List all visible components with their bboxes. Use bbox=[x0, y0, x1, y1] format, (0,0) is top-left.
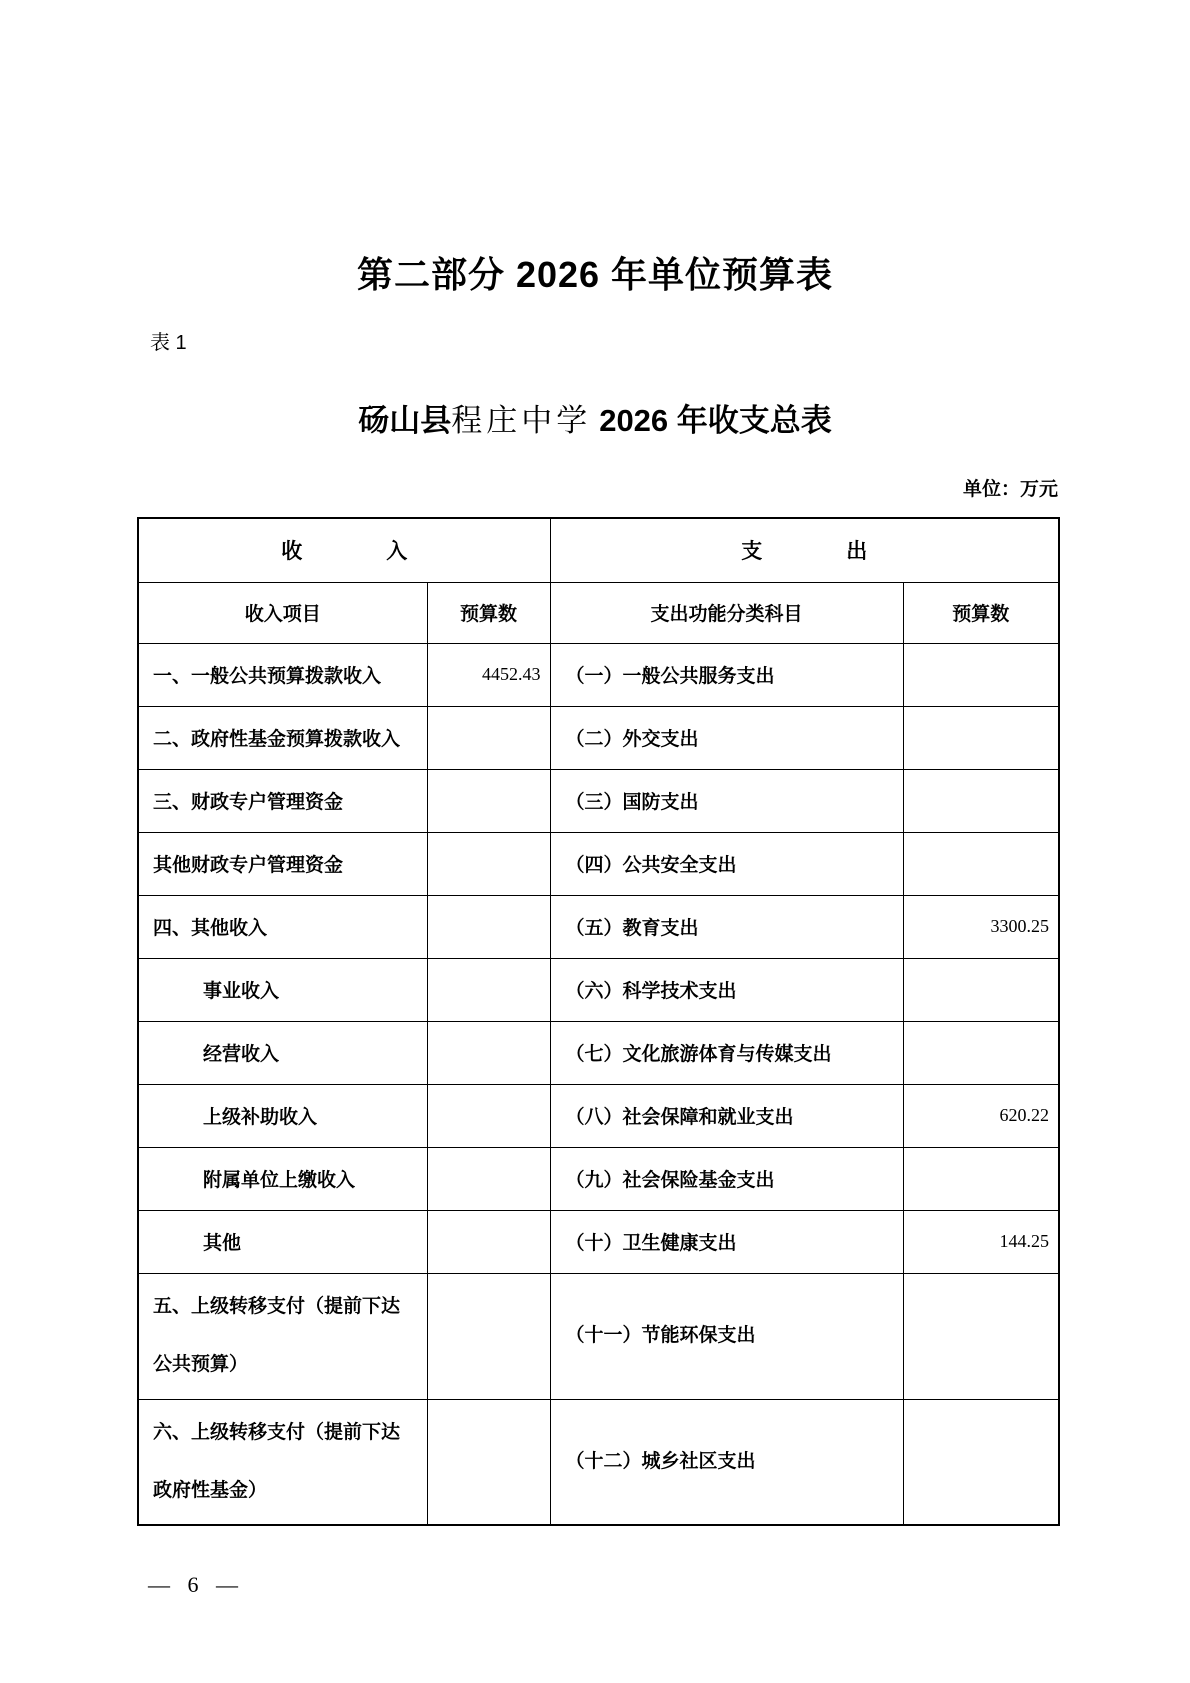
table-row bbox=[138, 895, 1059, 958]
table-row bbox=[138, 1210, 1059, 1273]
table-row bbox=[138, 1084, 1059, 1147]
table-row bbox=[138, 1147, 1059, 1210]
unit-note: 单位：万元 bbox=[962, 479, 1058, 500]
income-budget-cell bbox=[427, 1147, 550, 1210]
expense-budget-cell bbox=[903, 1147, 1059, 1210]
table-row bbox=[138, 769, 1059, 832]
income-budget-cell bbox=[427, 1021, 550, 1084]
table-row bbox=[138, 832, 1059, 895]
income-item-line: 政府性基金） bbox=[153, 1479, 268, 1501]
expense-item-cell: （六）科学技术支出 bbox=[550, 958, 903, 1021]
expense-budget-cell bbox=[903, 1273, 1059, 1399]
expense-budget-cell: 620.22 bbox=[903, 1084, 1059, 1147]
table-label: 表 1 bbox=[150, 332, 187, 354]
expense-budget-cell: 144.25 bbox=[903, 1210, 1059, 1273]
income-item-cell: 二、政府性基金预算拨款收入 bbox=[138, 706, 427, 769]
expense-item-cell: （二）外交支出 bbox=[550, 706, 903, 769]
budget-table bbox=[137, 517, 1060, 1526]
table-row bbox=[138, 706, 1059, 769]
col-header-expense-budget: 预算数 bbox=[903, 582, 1059, 643]
section-title: 第二部分 2026 年单位预算表 bbox=[356, 254, 834, 295]
income-budget-cell bbox=[427, 832, 550, 895]
expense-item-cell: （八）社会保障和就业支出 bbox=[550, 1084, 903, 1147]
income-group-header: 收 入 bbox=[138, 518, 550, 582]
expense-item-cell: （九）社会保险基金支出 bbox=[550, 1147, 903, 1210]
expense-item-cell: （三）国防支出 bbox=[550, 769, 903, 832]
income-item-line: 公共预算） bbox=[153, 1354, 249, 1375]
income-item-cell: 经营收入 bbox=[138, 1021, 427, 1084]
income-item-cell bbox=[138, 1273, 427, 1399]
col-header-expense-item: 支出功能分类科目 bbox=[550, 582, 903, 643]
table-title-county: 砀山县 bbox=[358, 403, 452, 438]
table-row bbox=[138, 958, 1059, 1021]
income-item-line: 五、上级转移支付（提前下达 bbox=[153, 1296, 401, 1317]
group-header-row bbox=[138, 518, 1059, 582]
table-title bbox=[0, 401, 1190, 441]
expense-item-cell: （四）公共安全支出 bbox=[550, 832, 903, 895]
table-title-school: 程庄中学 bbox=[451, 403, 592, 438]
income-item-cell: 其他财政专户管理资金 bbox=[138, 832, 427, 895]
expense-group-header: 支 出 bbox=[550, 518, 1059, 582]
income-budget-cell bbox=[427, 769, 550, 832]
col-header-income-item: 收入项目 bbox=[138, 582, 427, 643]
expense-budget-cell bbox=[903, 769, 1059, 832]
table-row bbox=[138, 1021, 1059, 1084]
expense-item-cell: （五）教育支出 bbox=[550, 895, 903, 958]
income-item-cell: 一、一般公共预算拨款收入 bbox=[138, 643, 427, 706]
income-budget-cell bbox=[427, 1084, 550, 1147]
expense-item-cell: （七）文化旅游体育与传媒支出 bbox=[550, 1021, 903, 1084]
column-header-row bbox=[138, 582, 1059, 643]
income-budget-cell bbox=[427, 958, 550, 1021]
expense-budget-cell bbox=[903, 706, 1059, 769]
table-row bbox=[138, 1273, 1059, 1399]
table-row bbox=[138, 1399, 1059, 1525]
income-item-line: 六、上级转移支付（提前下达 bbox=[153, 1421, 401, 1443]
income-item-cell: 附属单位上缴收入 bbox=[138, 1147, 427, 1210]
col-header-income-budget: 预算数 bbox=[427, 582, 550, 643]
expense-budget-cell bbox=[903, 832, 1059, 895]
income-budget-cell bbox=[427, 1273, 550, 1399]
expense-budget-cell bbox=[903, 1399, 1059, 1525]
income-item-cell: 三、财政专户管理资金 bbox=[138, 769, 427, 832]
expense-budget-cell bbox=[903, 958, 1059, 1021]
income-budget-cell bbox=[427, 895, 550, 958]
income-item-cell bbox=[138, 1399, 427, 1525]
expense-budget-cell: 3300.25 bbox=[903, 895, 1059, 958]
income-budget-cell: 4452.43 bbox=[427, 643, 550, 706]
income-item-cell: 其他 bbox=[138, 1210, 427, 1273]
income-item-cell: 上级补助收入 bbox=[138, 1084, 427, 1147]
income-item-cell: 事业收入 bbox=[138, 958, 427, 1021]
expense-budget-cell bbox=[903, 643, 1059, 706]
income-item-cell: 四、其他收入 bbox=[138, 895, 427, 958]
income-budget-cell bbox=[427, 1399, 550, 1525]
expense-item-cell: （十）卫生健康支出 bbox=[550, 1210, 903, 1273]
expense-item-cell: （一）一般公共服务支出 bbox=[550, 643, 903, 706]
expense-item-cell: （十一）节能环保支出 bbox=[550, 1273, 903, 1399]
income-budget-cell bbox=[427, 1210, 550, 1273]
page-number: — 6 — bbox=[148, 1572, 244, 1597]
table-title-rest: 2026 年收支总表 bbox=[599, 403, 832, 438]
income-budget-cell bbox=[427, 706, 550, 769]
expense-item-cell: （十二）城乡社区支出 bbox=[550, 1399, 903, 1525]
table-row bbox=[138, 643, 1059, 706]
expense-budget-cell bbox=[903, 1021, 1059, 1084]
